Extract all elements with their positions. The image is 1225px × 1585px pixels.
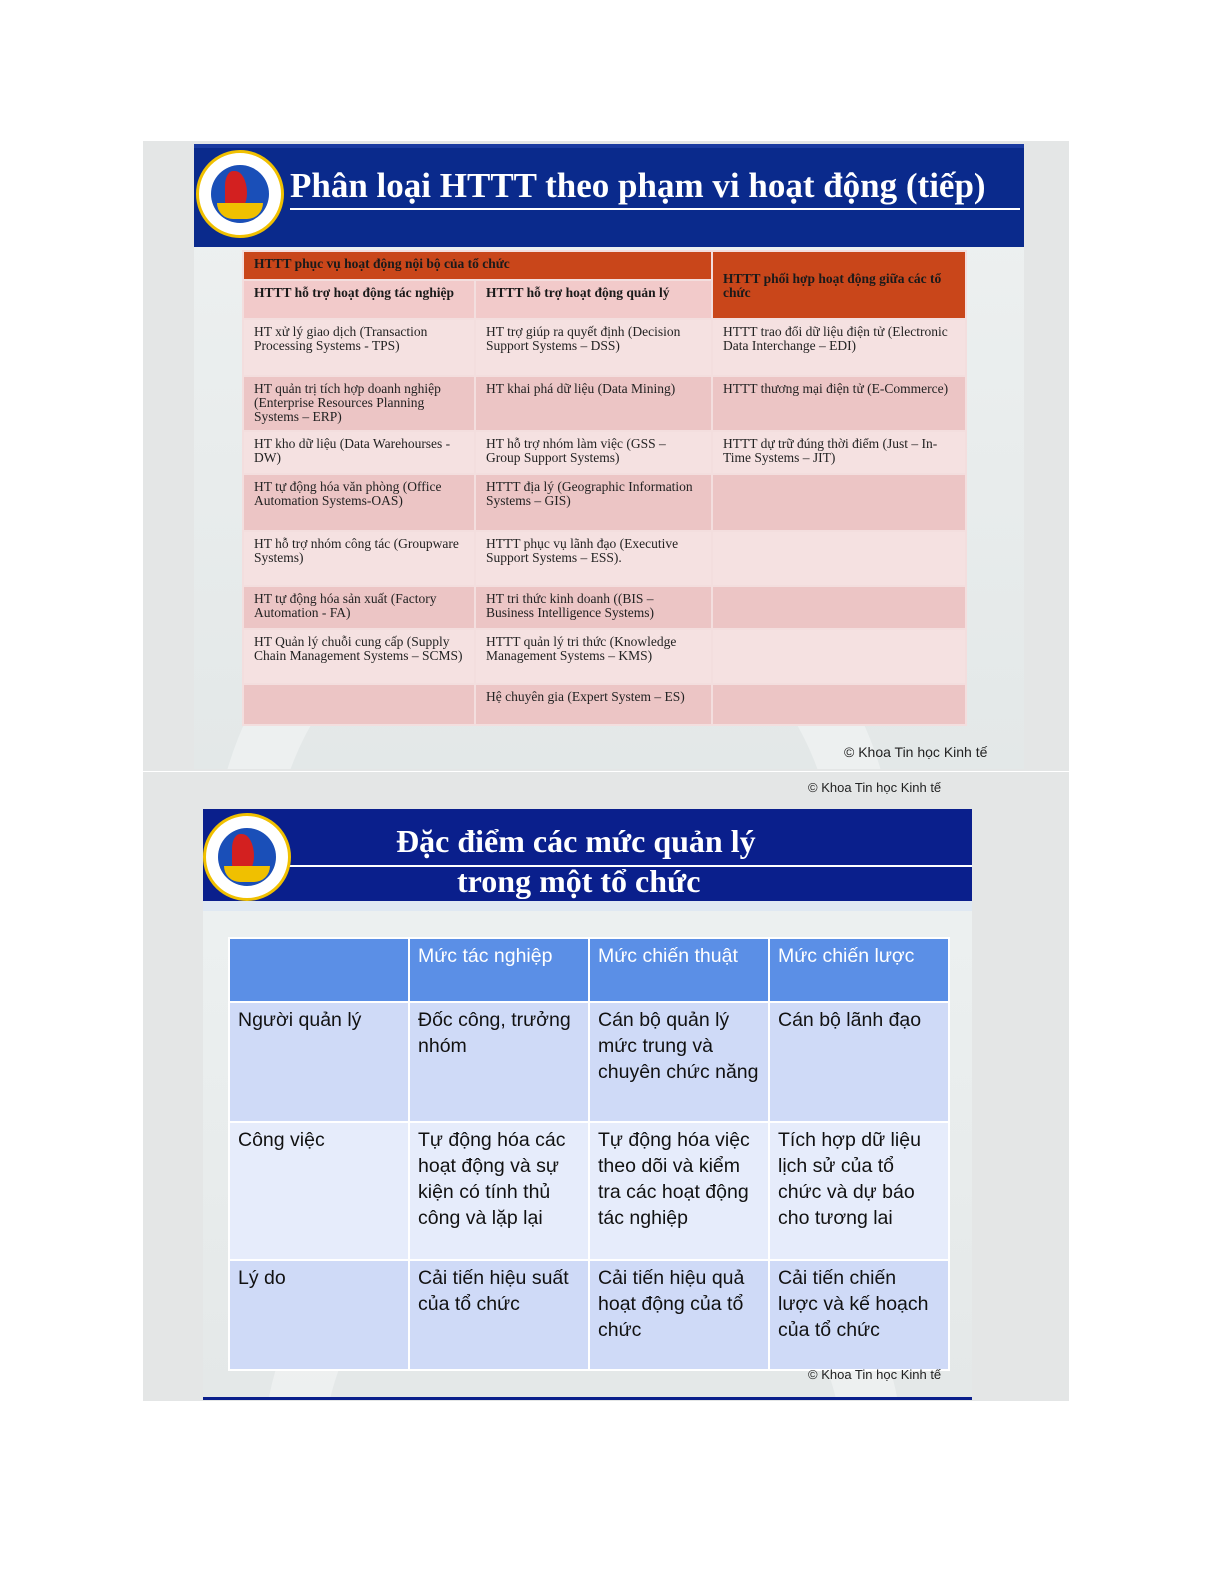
table-row bbox=[243, 531, 966, 586]
slide-divider bbox=[143, 771, 1069, 772]
table-cell: Lý do bbox=[229, 1260, 409, 1370]
group-header-internal: HTTT phục vụ hoạt động nội bộ của tổ chức bbox=[243, 251, 712, 280]
slide-copyright: © Khoa Tin học Kinh tế bbox=[808, 1367, 942, 1382]
table-row bbox=[243, 629, 966, 684]
table-header-row bbox=[229, 938, 949, 1002]
table-cell bbox=[712, 586, 966, 629]
table-row bbox=[243, 586, 966, 629]
table-cell bbox=[712, 684, 966, 725]
slide-management-levels bbox=[203, 809, 972, 1400]
table-cell: Tích hợp dữ liệu lịch sử của tổ chức và dự báo cho tương lai bbox=[769, 1122, 949, 1260]
table-cell: HT tri thức kinh doanh ((BIS – Business Intelligence Systems) bbox=[475, 586, 712, 629]
table-header-cell bbox=[229, 938, 409, 1002]
table-cell: Cán bộ quản lý mức trung và chuyên chức năng bbox=[589, 1002, 769, 1122]
table-cell: Người quản lý bbox=[229, 1002, 409, 1122]
slide-title-bar bbox=[194, 144, 1024, 247]
table-header-cell: Mức tác nghiệp bbox=[409, 938, 589, 1002]
slide-copyright: © Khoa Tin học Kinh tế bbox=[844, 744, 988, 760]
title-light-band bbox=[203, 901, 972, 911]
table-cell: Cán bộ lãnh đạo bbox=[769, 1002, 949, 1122]
table-cell: HT kho dữ liệu (Data Warehourses - DW) bbox=[243, 431, 475, 474]
table-cell: HT hỗ trợ nhóm công tác (Groupware Systems) bbox=[243, 531, 475, 586]
slide-bottom-rule bbox=[203, 1397, 972, 1400]
table-cell bbox=[712, 531, 966, 586]
table-row bbox=[243, 376, 966, 431]
slide-classification bbox=[194, 144, 1024, 769]
table-cell bbox=[712, 629, 966, 684]
table-header-cell: Mức chiến lược bbox=[769, 938, 949, 1002]
university-logo-icon bbox=[196, 150, 284, 238]
management-levels-table bbox=[228, 937, 950, 1371]
table-row bbox=[229, 1002, 949, 1122]
table-cell: Cải tiến hiệu suất của tổ chức bbox=[409, 1260, 589, 1370]
table-cell: Cải tiến hiệu quả hoạt động của tổ chức bbox=[589, 1260, 769, 1370]
table-cell: HT khai phá dữ liệu (Data Mining) bbox=[475, 376, 712, 431]
slide-title: Phân loại HTTT theo phạm vi hoạt động (tiếp) bbox=[290, 166, 986, 205]
table-header-cell: Mức chiến thuật bbox=[589, 938, 769, 1002]
university-logo-icon bbox=[203, 813, 291, 901]
table-cell: Tự động hóa việc theo dõi và kiểm tra các hoạt động tác nghiệp bbox=[589, 1122, 769, 1260]
table-cell: HTTT quản lý tri thức (Knowledge Management Systems – KMS) bbox=[475, 629, 712, 684]
table-cell: HT xử lý giao dịch (Transaction Processing Systems - TPS) bbox=[243, 319, 475, 376]
slide-title-line1: Đặc điểm các mức quản lý bbox=[396, 823, 756, 859]
table-cell: HTTT trao đổi dữ liệu điện tử (Electronic Data Interchange – EDI) bbox=[712, 319, 966, 376]
table-cell: HT tự động hóa văn phòng (Office Automation Systems-OAS) bbox=[243, 474, 475, 531]
classification-table bbox=[242, 250, 967, 726]
title-underline bbox=[290, 208, 1020, 210]
table-row bbox=[229, 1260, 949, 1370]
table-cell: HTTT thương mại điện tử (E-Commerce) bbox=[712, 376, 966, 431]
table-cell: HTTT dự trữ đúng thời điểm (Just – In- Time Systems – JIT) bbox=[712, 431, 966, 474]
table-cell: Đốc công, trưởng nhóm bbox=[409, 1002, 589, 1122]
slide-title-line2: trong một tổ chức bbox=[457, 863, 701, 899]
table-cell: HT Quản lý chuỗi cung cấp (Supply Chain Management Systems – SCMS) bbox=[243, 629, 475, 684]
col-header-management: HTTT hỗ trợ hoạt động quản lý bbox=[475, 280, 712, 319]
group-header-external: HTTT phối hợp hoạt động giữa các tổ chức bbox=[712, 251, 966, 319]
table-cell: Cải tiến chiến lược và kế hoạch của tổ chức bbox=[769, 1260, 949, 1370]
table-cell bbox=[243, 684, 475, 725]
table-cell: HTTT địa lý (Geographic Information Systems – GIS) bbox=[475, 474, 712, 531]
table-row bbox=[243, 319, 966, 376]
page-copyright: © Khoa Tin học Kinh tế bbox=[808, 780, 942, 795]
table-cell bbox=[712, 474, 966, 531]
table-row bbox=[243, 474, 966, 531]
table-cell: Công việc bbox=[229, 1122, 409, 1260]
table-cell: HTTT phục vụ lãnh đạo (Executive Support Systems – ESS). bbox=[475, 531, 712, 586]
table-cell: Tự động hóa các hoạt động và sự kiện có tính thủ công và lặp lại bbox=[409, 1122, 589, 1260]
table-cell: Hệ chuyên gia (Expert System – ES) bbox=[475, 684, 712, 725]
table-row bbox=[229, 1122, 949, 1260]
col-header-operational: HTTT hỗ trợ hoạt động tác nghiệp bbox=[243, 280, 475, 319]
table-row bbox=[243, 684, 966, 725]
title-bar-band bbox=[194, 144, 1024, 148]
table-row bbox=[243, 431, 966, 474]
table-cell: HT hỗ trợ nhóm làm việc (GSS – Group Support Systems) bbox=[475, 431, 712, 474]
table-cell: HT quản trị tích hợp doanh nghiệp (Enterprise Resources Planning Systems – ERP) bbox=[243, 376, 475, 431]
table-cell: HT trợ giúp ra quyết định (Decision Support Systems – DSS) bbox=[475, 319, 712, 376]
table-cell: HT tự động hóa sản xuất (Factory Automation - FA) bbox=[243, 586, 475, 629]
